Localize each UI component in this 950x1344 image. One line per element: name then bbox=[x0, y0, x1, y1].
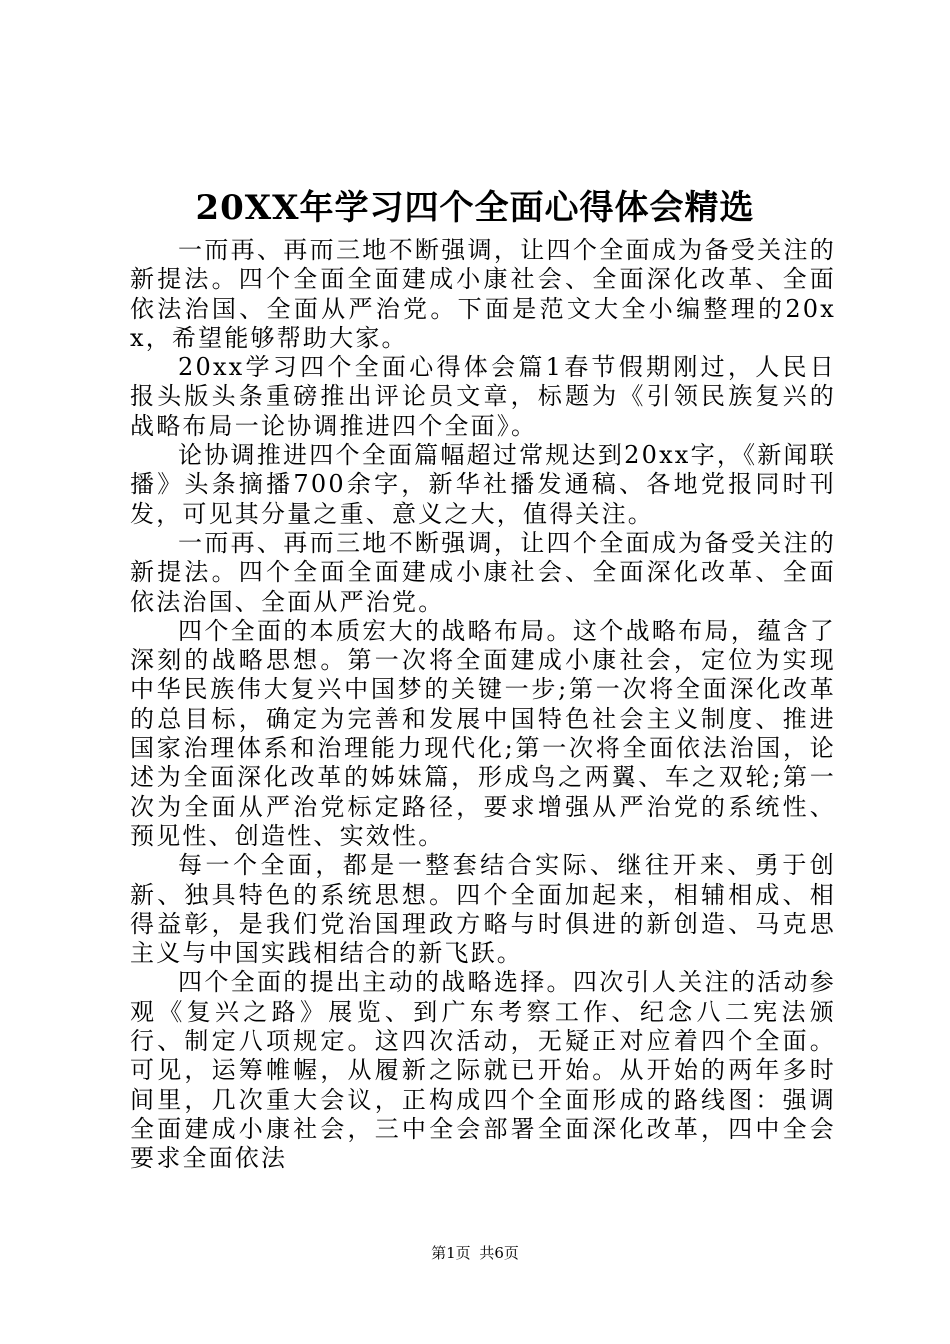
paragraph: 一而再、再而三地不断强调，让四个全面成为备受关注的新提法。四个全面全面建成小康社会、全面深化改革、全面依法治国、全面从严治党。下面是范文大全小编整理的20xx，希望能够帮助大家。 bbox=[130, 236, 836, 352]
document-title: 20XX年学习四个全面心得体会精选 bbox=[195, 188, 755, 228]
paragraph: 四个全面的本质宏大的战略布局。这个战略布局，蕴含了深刻的战略思想。第一次将全面建成小康社会，定位为实现中华民族伟大复兴中国梦的关键一步;第一次将全面深化改革的总目标，确定为完善和发展中国特色社会主义制度、推进国家治理体系和治理能力现代化;第一次将全面依法治国，论述为全面深化改革的姊妹篇，形成鸟之两翼、车之双轮;第一次为全面从严治党标定路径，要求增强从严治党的系统性、预见性、创造性、实效性。 bbox=[130, 616, 836, 850]
document-body bbox=[130, 236, 836, 1174]
paragraph: 四个全面的提出主动的战略选择。四次引人关注的活动参观《复兴之路》展览、到广东考察工作、纪念八二宪法颁行、制定八项规定。这四次活动，无疑正对应着四个全面。可见，运筹帷幄，从履新之际就已开始。从开始的两年多时间里，几次重大会议，正构成四个全面形成的路线图：强调全面建成小康社会，三中全会部署全面深化改革，四中全会要求全面依法 bbox=[130, 968, 836, 1173]
paragraph: 论协调推进四个全面篇幅超过常规达到20xx字，《新闻联播》头条摘播700余字，新华社播发通稿、各地党报同时刊发，可见其分量之重、意义之大，值得关注。 bbox=[130, 441, 836, 528]
paragraph: 每一个全面，都是一整套结合实际、继往开来、勇于创新、独具特色的系统思想。四个全面加起来，相辅相成、相得益彰，是我们党治国理政方略与时俱进的新创造、马克思主义与中国实践相结合的新飞跃。 bbox=[130, 851, 836, 968]
paragraph: 一而再、再而三地不断强调，让四个全面成为备受关注的新提法。四个全面全面建成小康社会、全面深化改革、全面依法治国、全面从严治党。 bbox=[130, 528, 836, 616]
page-total: 共6页 bbox=[479, 1244, 519, 1262]
page-footer bbox=[0, 1243, 950, 1263]
page-number: 第1页 bbox=[431, 1244, 471, 1262]
paragraph: 20xx学习四个全面心得体会篇1春节假期刚过，人民日报头版头条重磅推出评论员文章，标题为《引领民族复兴的战略布局一论协调推进四个全面》。 bbox=[130, 353, 836, 440]
